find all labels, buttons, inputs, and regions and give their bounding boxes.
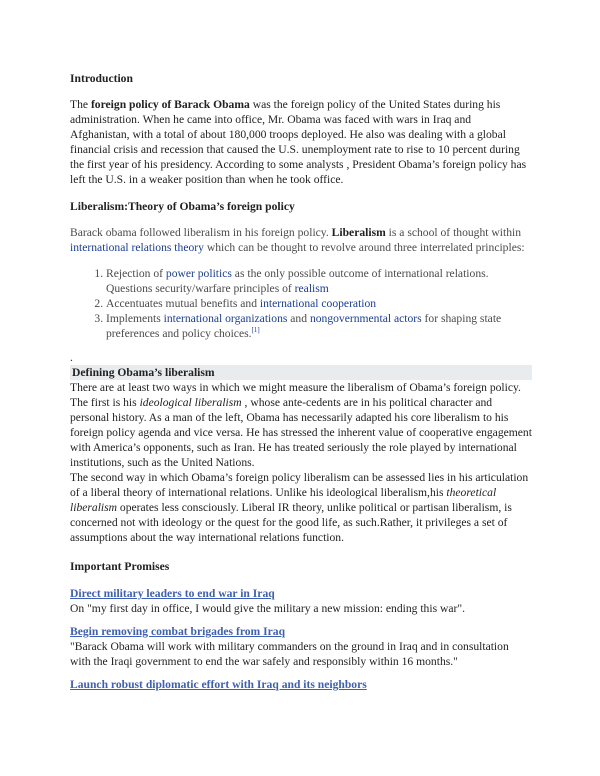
defining-text-3: The second way in which Obama’s foreign policy liberalism can be assessed lies in his articulation of a liberal theory of international relations. Unlike his ideological liberalism,his: [70, 471, 529, 499]
international-cooperation-link[interactable]: international cooperation: [259, 297, 377, 310]
citation-link[interactable]: [1]: [251, 326, 260, 335]
defining-text-1: There are at least two ways in which we might measure the liberalism of Obama’s foreign policy. The first is his: [70, 381, 521, 409]
intro-bold-term: foreign policy of Barack Obama: [90, 98, 250, 111]
liberalism-text-1: Barack obama followed liberalism in his foreign policy.: [70, 226, 332, 239]
realism-link[interactable]: realism: [294, 282, 329, 295]
list-item: [106, 311, 532, 341]
promise-link[interactable]: Begin removing combat brigades from Iraq: [70, 625, 286, 638]
liberalism-bold-term: Liberalism: [331, 226, 386, 239]
promise-text: "Barack Obama will work with military commanders on the ground in Iraq and in consultation with the Iraqi government to end the war safely and responsibly within 16 months.": [70, 640, 509, 668]
power-politics-link[interactable]: power politics: [165, 267, 232, 280]
promise-link[interactable]: Launch robust diplomatic effort with Iraq and its neighbors: [70, 678, 367, 691]
list-item: [106, 266, 532, 296]
defining-heading: Defining Obama’s liberalism: [70, 365, 532, 380]
item-text: Accentuates mutual benefits and: [106, 297, 260, 310]
liberalism-paragraph: [70, 225, 532, 255]
item-text: Rejection of: [106, 267, 166, 280]
ideological-liberalism-term: ideological liberalism: [139, 396, 242, 409]
defining-text-2: , whose ante-cedents are in his political character and personal history. As a man of the left, Obama has necessarily adapted his core liberalism to his foreign policy agenda and vice versa. He has stressed the inherent value of cooperative engagement with America’s opponents, such as Iran. He has treated seriously the role played by international institutions, such as the United Nations.: [70, 396, 532, 469]
item-text: for shaping state preferences and policy choices.: [106, 312, 502, 340]
item-text: Implements: [106, 312, 164, 325]
promises-heading: Important Promises: [70, 560, 170, 573]
international-organizations-link[interactable]: international organizations: [163, 312, 288, 325]
list-item: [106, 296, 532, 311]
promise-item: [70, 677, 532, 692]
intro-heading: Introduction: [70, 72, 133, 85]
principles-list: [70, 266, 532, 341]
item-text: as the only possible outcome of international relations. Questions security/warfare principles of: [106, 267, 489, 295]
nongovernmental-actors-link[interactable]: nongovernmental actors: [309, 312, 422, 325]
ir-theory-link[interactable]: international relations theory: [70, 241, 204, 254]
intro-text-start: The: [70, 98, 91, 111]
defining-section: [70, 365, 532, 545]
liberalism-text-2: is a school of thought within: [385, 226, 522, 239]
intro-text-body: was the foreign policy of the United States during his administration. When he came into office, Mr. Obama was faced with wars in Iraq and Afghanistan, with a total of about 180,000 troops deployed. He also was dealing with a global financial crisis and recession that caused the U.S. unemployment rate to rise to 10 percent during the first year of his presidency. According to some analysts , President Obama’s foreign policy has left the U.S. in a weaker position than when he took office.: [70, 98, 527, 186]
intro-paragraph: [70, 97, 532, 187]
item-text: and: [287, 312, 310, 325]
stray-dot: .: [70, 351, 73, 364]
promise-link[interactable]: Direct military leaders to end war in Iraq: [70, 587, 275, 600]
defining-paragraph-2: [70, 470, 532, 545]
defining-paragraph-1: [70, 380, 532, 470]
document-content: [70, 71, 532, 700]
theoretical-liberalism-term: theoretical liberalism: [70, 486, 497, 514]
defining-text-4: operates less consciously. Liberal IR theory, unlike political or partisan liberalism, is concerned not with ideology or the quest for the good life, as such.Rather, it privileges a set of assumptions about the way international relations function.: [70, 501, 512, 544]
liberalism-heading: Liberalism:Theory of Obama’s foreign policy: [70, 200, 295, 213]
liberalism-text-3: which can be thought to revolve around three interrelated principles:: [203, 241, 525, 254]
promise-text: On "my first day in office, I would give the military a new mission: ending this war".: [70, 602, 465, 615]
promise-item: [70, 586, 532, 616]
promise-item: [70, 624, 532, 669]
